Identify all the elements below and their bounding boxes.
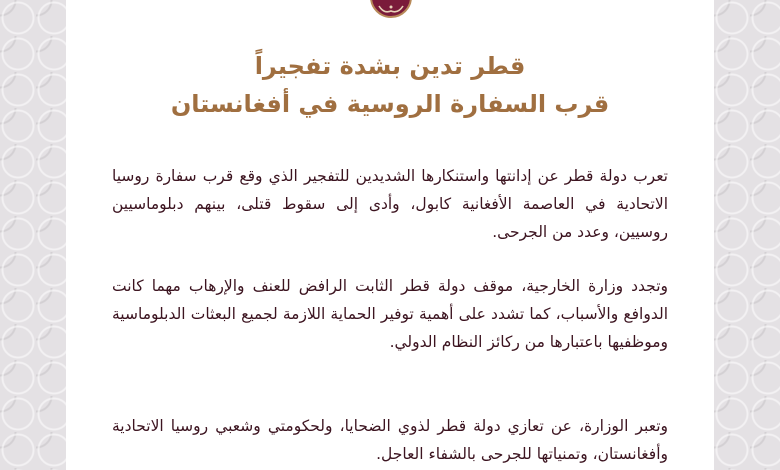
patterned-left-margin xyxy=(0,0,66,470)
statement-paragraph-2: وتجدد وزارة الخارجية، موقف دولة قطر الثابت الرافض للعنف والإرهاب مهما كانت الدوافع والأسباب، كما تشدد على أهمية توفير الحماية اللازمة لجميع البعثات الدبلوماسية وموظفيها باعتبارها من ركائز النظام الدولي. xyxy=(112,277,668,351)
statement-card xyxy=(66,0,714,470)
statement-paragraph-3: وتعبر الوزارة، عن تعازي دولة قطر لذوي الضحايا، ولحكومتي وشعبي روسيا الاتحادية وأفغانستان، وتمنياتها للجرحى بالشفاء العاجل. xyxy=(112,417,668,463)
patterned-right-margin xyxy=(714,0,780,470)
ministry-emblem-logo xyxy=(370,0,412,18)
statement-paragraph-1: تعرب دولة قطر عن إدانتها واستنكارها الشديدين للتفجير الذي وقع قرب سفارة روسيا الاتحادية في العاصمة الأفغانية كابول، وأدى إلى سقوط قتلى، بينهم دبلوماسيين روسيين، وعدد من الجرحى. xyxy=(112,167,668,241)
headline-line-1: قطر تدين بشدة تفجيراً xyxy=(254,52,526,80)
headline-line-2: قرب السفارة الروسية في أفغانستان xyxy=(170,90,610,118)
